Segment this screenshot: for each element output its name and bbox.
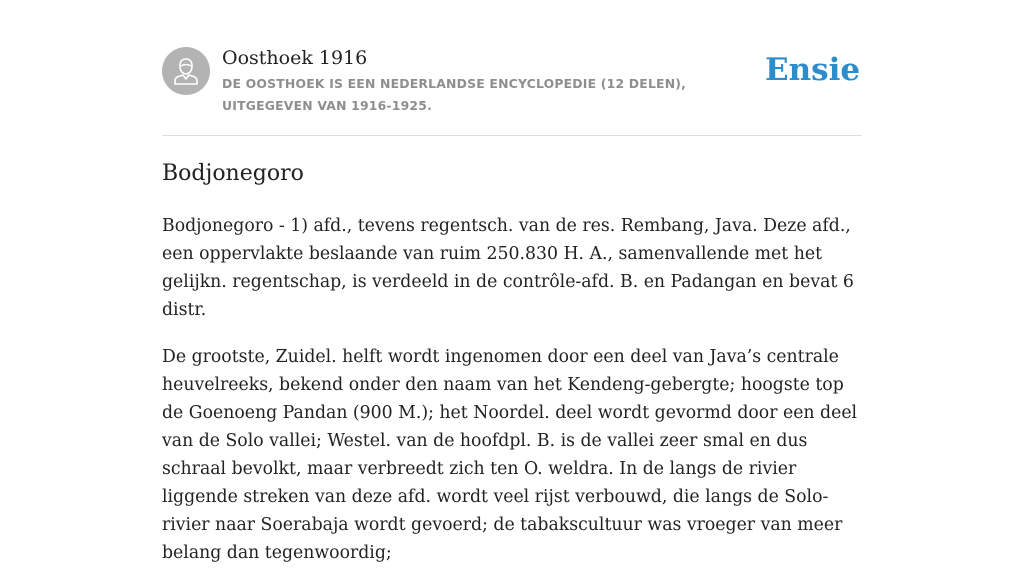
ensie-logo[interactable]: Ensie [765, 52, 861, 88]
article-title: Bodjonegoro [162, 161, 304, 186]
article-paragraph: De grootste, Zuidel. helft wordt ingenomen door een deel van Java’s centrale heuvelreeks, bekend onder den naam van het Kendeng-gebergte; hoogste top de Goenoeng Pandan (900 M.); het Noordel. deel wordt gevormd door een deel van de Solo vallei; Westel. van de hoofdpl. B. is de vallei zeer smal en dus schraal bevolkt, maar verbreedt zich ten O. weldra. In de langs de rivier liggende streken van deze afd. wordt veel rijst verbouwd, die langs de Solo-rivier naar Soerabaja wordt gevoerd; de tabakscultuur was vroeger van meer belang dan tegenwoordig; [162, 347, 858, 563]
header-divider [162, 135, 862, 136]
source-description: DE OOSTHOEK IS EEN NEDERLANDSE ENCYCLOPEDIE (12 DELEN), UITGEGEVEN VAN 1916-1925. [222, 76, 687, 113]
avatar[interactable] [162, 47, 210, 95]
article-body [162, 212, 862, 586]
user-icon [162, 47, 210, 95]
source-title[interactable]: Oosthoek 1916 [222, 47, 368, 69]
source-header [162, 40, 862, 136]
article-paragraph: Bodjonegoro - 1) afd., tevens regentsch. van de res. Rembang, Java. Deze afd., een oppervlakte beslaande van ruim 250.830 H. A., samenvallende met het gelijkn. regentschap, is verdeeld in de contrôle-afd. B. en Padangan en bevat 6 distr. [162, 216, 854, 320]
